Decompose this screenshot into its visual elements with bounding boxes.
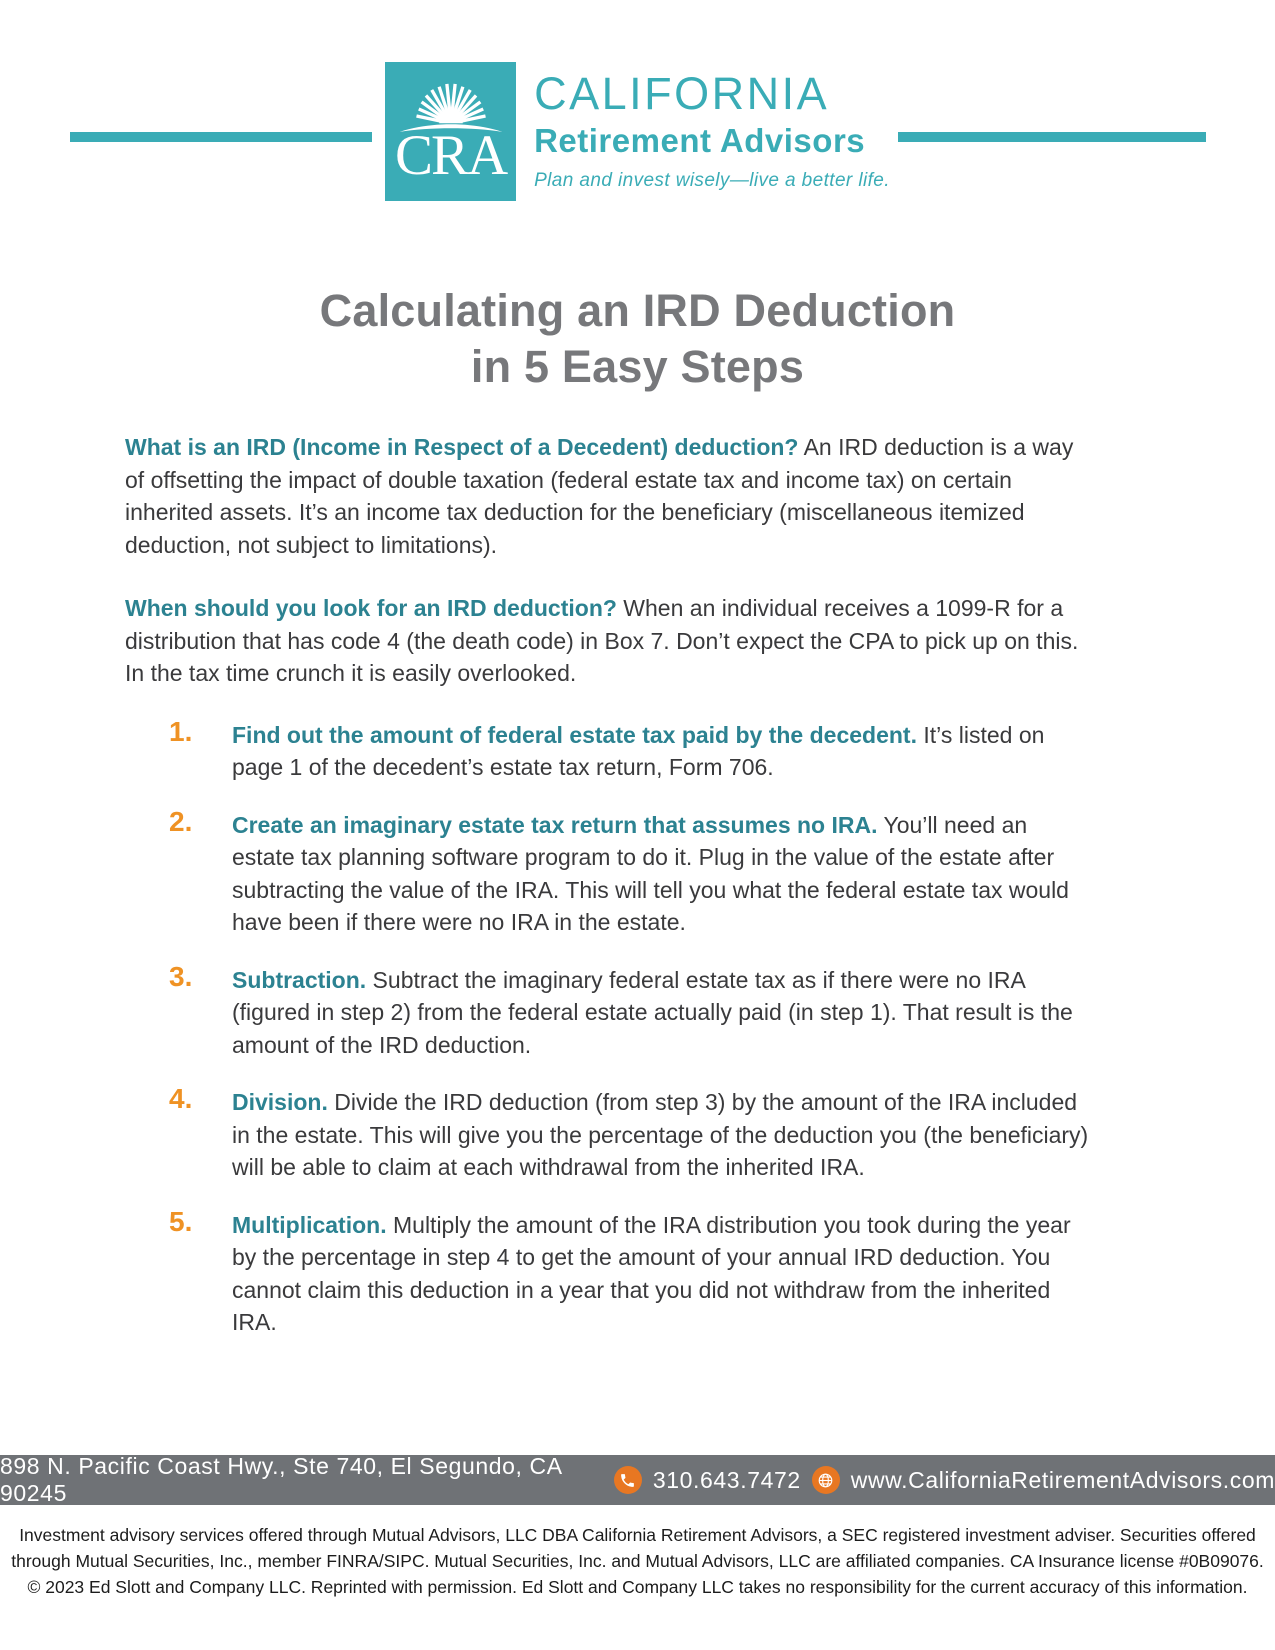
intro-text-what: An IRD deduction is a way of offsetting the impact of double taxation (federal estate tax and income tax) on certain inherited assets. It’s an income tax deduction for the beneficiary (miscellaneous itemized deduction, not subject to limitations). xyxy=(125,434,1074,558)
step-item-4 xyxy=(125,1083,1090,1184)
step-text: Divide the IRD deduction (from step 3) by the amount of the IRA included in the estate. This will give you the percentage of the deduction you (the beneficiary) will be able to claim at each withdrawal from the inherited IRA. xyxy=(232,1089,1089,1180)
steps-list xyxy=(125,715,1090,1339)
step-item-2 xyxy=(125,805,1090,939)
step-text: It’s listed on page 1 of the decedent’s estate tax return, Form 706. xyxy=(232,721,1045,780)
header xyxy=(0,0,1275,201)
step-lead: Subtraction. xyxy=(232,966,367,993)
footer-website[interactable]: www.CaliforniaRetirementAdvisors.com xyxy=(850,1466,1275,1493)
intro-lead-what: What is an IRD (Income in Respect of a Decedent) deduction? xyxy=(125,434,799,460)
logo-monogram: CRA xyxy=(394,124,507,187)
step-number: 3. xyxy=(169,960,193,992)
brand-block xyxy=(534,62,890,192)
globe-icon xyxy=(812,1466,840,1494)
page-title-line1: Calculating an IRD Deduction xyxy=(319,285,956,336)
intro-paragraph-when xyxy=(125,592,1090,690)
disclaimer-line2: through Mutual Securities, Inc., member FINRA/SIPC. Mutual Securities, Inc. and Mutual Advisors, LLC are affiliated companies. CA Insurance license #0B09076. xyxy=(11,1551,1264,1571)
step-lead: Create an imaginary estate tax return that assumes no IRA. xyxy=(232,811,878,838)
step-lead: Division. xyxy=(232,1089,328,1115)
footer-bar xyxy=(0,1455,1275,1505)
brand-subname: Retirement Advisors xyxy=(534,122,866,159)
disclaimer-line1: Investment advisory services offered through Mutual Advisors, LLC DBA California Retirement Advisors, a SEC registered investment adviser. Securities offered xyxy=(19,1525,1256,1545)
intro-paragraph-what xyxy=(125,431,1090,561)
cra-logo xyxy=(385,62,516,201)
footer-phone: 310.643.7472 xyxy=(652,1466,801,1493)
step-item-3 xyxy=(125,960,1090,1062)
brand-tagline: Plan and invest wisely—live a better life. xyxy=(534,170,890,191)
step-lead: Find out the amount of federal estate tax paid by the decedent. xyxy=(232,721,917,748)
step-item-1 xyxy=(125,715,1090,784)
step-text: You’ll need an estate tax planning software program to do it. Plug in the value of the estate after subtracting the value of the IRA. This will tell you what the federal estate tax would have been if there were no IRA in the estate. xyxy=(232,811,1069,935)
intro-lead-when: When should you look for an IRD deduction? xyxy=(125,595,617,621)
step-text: Multiply the amount of the IRA distribution you took during the year by the percentage in step 4 to get the amount of your annual IRD deduction. You cannot claim this deduction in a year that you did not withdraw from the inherited IRA. xyxy=(232,1211,1071,1335)
step-item-5 xyxy=(125,1205,1090,1339)
phone-icon xyxy=(614,1466,642,1494)
page-title xyxy=(0,283,1275,395)
disclaimer xyxy=(0,1522,1275,1600)
disclaimer-line3: © 2023 Ed Slott and Company LLC. Reprinted with permission. Ed Slott and Company LLC takes no responsibility for the current accuracy of this information. xyxy=(27,1577,1248,1597)
footer-address: 898 N. Pacific Coast Hwy., Ste 740, El Segundo, CA 90245 xyxy=(0,1453,562,1506)
brand-name: CALIFORNIA xyxy=(534,68,830,119)
step-number: 2. xyxy=(169,805,193,837)
page-title-line2: in 5 Easy Steps xyxy=(470,341,805,392)
step-number: 5. xyxy=(169,1205,193,1237)
intro-text-when: When an individual receives a 1099-R for a distribution that has code 4 (the death code) in Box 7. Don’t expect the CPA to pick up on this. In the tax time crunch it is easily overlooked. xyxy=(125,595,1079,686)
step-lead: Multiplication. xyxy=(232,1211,387,1238)
step-number: 1. xyxy=(169,715,193,747)
step-number: 4. xyxy=(169,1083,193,1114)
step-text: Subtract the imaginary federal estate tax as if there were no IRA (figured in step 2) from the federal estate actually paid (in step 1). That result is the amount of the IRD deduction. xyxy=(232,966,1073,1058)
body-content xyxy=(125,431,1090,1339)
